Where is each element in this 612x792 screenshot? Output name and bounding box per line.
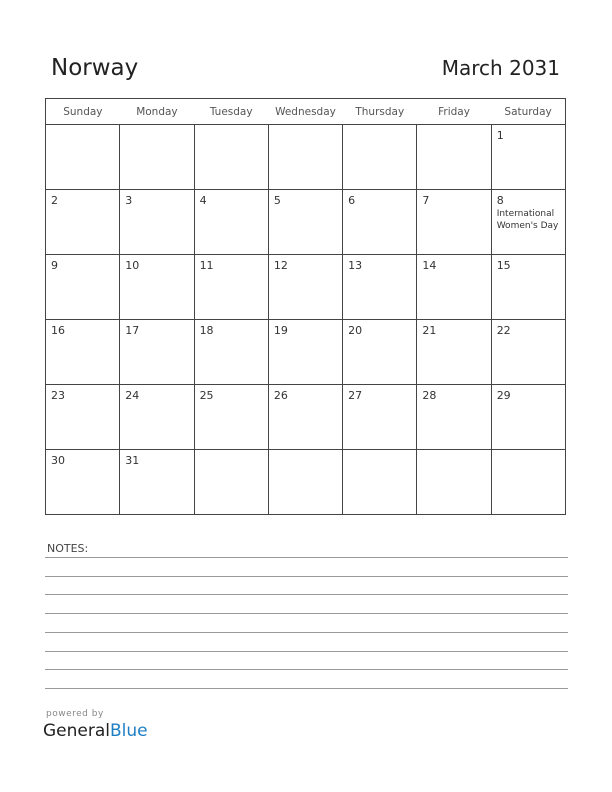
notes-line	[45, 576, 568, 577]
notes-label: NOTES:	[47, 542, 89, 555]
day-cell	[268, 190, 342, 255]
powered-by-text: powered by	[46, 709, 104, 719]
weekday-monday: Monday	[120, 99, 194, 125]
day-cell	[343, 385, 417, 450]
day-cell	[491, 190, 565, 255]
weekday-friday: Friday	[417, 99, 491, 125]
day-cell	[194, 450, 268, 515]
weekday-wednesday: Wednesday	[268, 99, 342, 125]
day-cell	[120, 125, 194, 190]
notes-line	[45, 557, 568, 558]
weekday-tuesday: Tuesday	[194, 99, 268, 125]
calendar-grid	[45, 98, 566, 515]
day-number: 5	[273, 194, 281, 207]
day-cell	[46, 385, 120, 450]
weekday-sunday: Sunday	[46, 99, 120, 125]
generalblue-logo	[43, 721, 148, 741]
weekday-header-row	[46, 99, 566, 125]
day-cell	[120, 255, 194, 320]
day-cell	[194, 125, 268, 190]
holiday-label: International Women's Day	[496, 209, 559, 231]
day-number: 7	[422, 194, 430, 207]
day-cell	[194, 385, 268, 450]
day-number: 27	[348, 389, 363, 402]
day-number: 14	[422, 259, 437, 272]
day-cell	[268, 125, 342, 190]
day-cell	[343, 125, 417, 190]
day-cell	[491, 320, 565, 385]
day-cell	[417, 125, 491, 190]
week-row	[46, 320, 566, 385]
country-title: Norway	[51, 55, 139, 81]
day-cell	[120, 450, 194, 515]
day-cell	[268, 320, 342, 385]
week-row	[46, 190, 566, 255]
day-cell	[46, 255, 120, 320]
week-row	[46, 450, 566, 515]
notes-line	[45, 613, 568, 614]
day-cell	[194, 190, 268, 255]
day-number: 6	[348, 194, 356, 207]
day-number: 20	[348, 324, 363, 337]
day-number: 31	[125, 454, 140, 467]
day-cell	[194, 255, 268, 320]
day-cell	[343, 320, 417, 385]
day-number: 10	[125, 259, 140, 272]
day-cell	[343, 190, 417, 255]
week-row	[46, 125, 566, 190]
weekday-thursday: Thursday	[343, 99, 417, 125]
week-row	[46, 385, 566, 450]
day-cell	[46, 125, 120, 190]
day-cell	[46, 450, 120, 515]
weekday-saturday: Saturday	[491, 99, 565, 125]
day-cell	[46, 320, 120, 385]
logo-general: General	[43, 721, 110, 741]
day-cell	[417, 385, 491, 450]
day-cell	[417, 450, 491, 515]
day-cell	[417, 320, 491, 385]
day-number: 26	[273, 389, 288, 402]
day-number: 8	[496, 194, 504, 207]
day-number: 22	[496, 324, 511, 337]
day-cell	[268, 450, 342, 515]
week-row	[46, 255, 566, 320]
day-cell	[268, 385, 342, 450]
day-number: 24	[125, 389, 140, 402]
day-number: 1	[496, 129, 504, 142]
notes-line	[45, 594, 568, 595]
day-number: 12	[273, 259, 288, 272]
day-cell	[46, 190, 120, 255]
day-number: 9	[51, 259, 58, 272]
day-cell	[491, 450, 565, 515]
notes-line	[45, 651, 568, 652]
day-cell	[194, 320, 268, 385]
day-cell	[120, 320, 194, 385]
day-cell	[120, 385, 194, 450]
day-cell	[268, 255, 342, 320]
logo-blue: Blue	[110, 721, 148, 741]
day-number: 23	[51, 389, 65, 402]
day-number: 21	[422, 324, 437, 337]
day-cell	[417, 255, 491, 320]
day-number: 25	[199, 389, 214, 402]
day-number: 28	[422, 389, 437, 402]
day-number: 18	[199, 324, 214, 337]
day-cell	[491, 385, 565, 450]
day-cell	[491, 125, 565, 190]
day-number: 2	[51, 194, 58, 207]
day-cell	[491, 255, 565, 320]
day-number: 16	[51, 324, 65, 337]
day-number: 11	[199, 259, 214, 272]
day-cell	[120, 190, 194, 255]
day-number: 4	[199, 194, 207, 207]
notes-line	[45, 632, 568, 633]
day-cell	[343, 255, 417, 320]
month-title: March 2031	[441, 56, 560, 80]
notes-line	[45, 669, 568, 670]
day-number: 13	[348, 259, 363, 272]
day-number: 17	[125, 324, 140, 337]
day-number: 30	[51, 454, 65, 467]
day-cell	[417, 190, 491, 255]
day-cell	[343, 450, 417, 515]
day-number: 3	[125, 194, 133, 207]
day-number: 19	[273, 324, 288, 337]
notes-line	[45, 688, 568, 689]
day-number: 15	[496, 259, 511, 272]
day-number: 29	[496, 389, 511, 402]
